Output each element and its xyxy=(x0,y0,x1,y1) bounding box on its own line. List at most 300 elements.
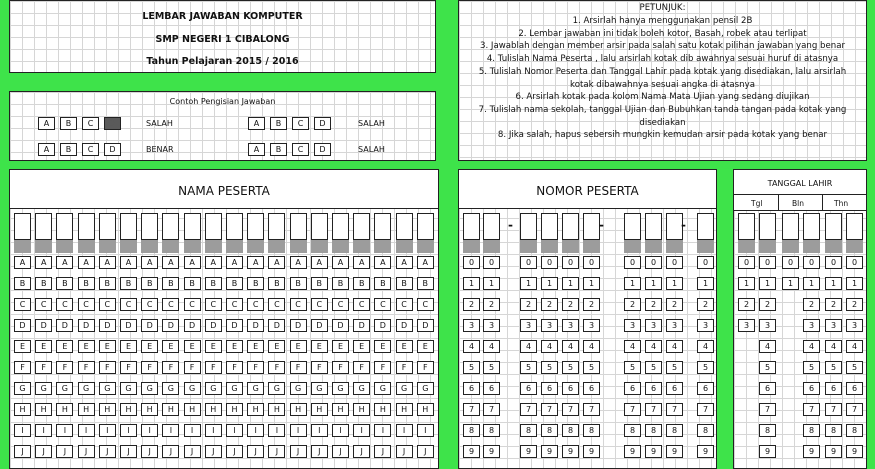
name-bubble[interactable]: C xyxy=(141,298,158,311)
name-bubble[interactable]: A xyxy=(35,256,52,269)
name-bubble[interactable]: F xyxy=(120,361,137,374)
name-write-box[interactable] xyxy=(184,213,201,240)
date-bubble[interactable]: 4 xyxy=(803,340,820,353)
number-bubble[interactable]: 2 xyxy=(562,298,579,311)
number-bubble[interactable]: 5 xyxy=(645,361,662,374)
name-bubble[interactable]: H xyxy=(184,403,201,416)
name-bubble[interactable]: D xyxy=(353,319,370,332)
date-bubble[interactable]: 2 xyxy=(738,298,755,311)
number-bubble[interactable]: 1 xyxy=(562,277,579,290)
number-bubble[interactable]: 5 xyxy=(583,361,600,374)
date-bubble[interactable]: 1 xyxy=(738,277,755,290)
name-bubble[interactable]: F xyxy=(226,361,243,374)
name-bubble[interactable]: J xyxy=(162,445,179,458)
name-bubble[interactable]: G xyxy=(396,382,413,395)
date-bubble[interactable]: 1 xyxy=(782,277,799,290)
name-write-box[interactable] xyxy=(205,213,222,240)
date-bubble[interactable]: 3 xyxy=(738,319,755,332)
name-bubble[interactable]: A xyxy=(268,256,285,269)
date-bubble[interactable]: 0 xyxy=(782,256,799,269)
name-bubble[interactable]: J xyxy=(78,445,95,458)
number-bubble[interactable]: 0 xyxy=(697,256,714,269)
date-bubble[interactable]: 9 xyxy=(759,445,776,458)
name-bubble[interactable]: A xyxy=(120,256,137,269)
number-bubble[interactable]: 3 xyxy=(697,319,714,332)
name-bubble[interactable]: I xyxy=(35,424,52,437)
name-bubble[interactable]: I xyxy=(374,424,391,437)
number-bubble[interactable]: 7 xyxy=(562,403,579,416)
number-write-box[interactable] xyxy=(624,213,641,240)
name-bubble[interactable]: D xyxy=(396,319,413,332)
name-bubble[interactable]: G xyxy=(417,382,434,395)
number-write-box[interactable] xyxy=(483,213,500,240)
name-bubble[interactable]: B xyxy=(290,277,307,290)
date-bubble[interactable]: 6 xyxy=(846,382,863,395)
name-bubble[interactable]: C xyxy=(205,298,222,311)
name-bubble[interactable]: A xyxy=(78,256,95,269)
name-bubble[interactable]: F xyxy=(184,361,201,374)
number-bubble[interactable]: 5 xyxy=(463,361,480,374)
name-bubble[interactable]: D xyxy=(247,319,264,332)
number-bubble[interactable]: 6 xyxy=(666,382,683,395)
number-bubble[interactable]: 4 xyxy=(562,340,579,353)
number-bubble[interactable]: 4 xyxy=(624,340,641,353)
name-bubble[interactable]: I xyxy=(311,424,328,437)
number-bubble[interactable]: 1 xyxy=(463,277,480,290)
number-bubble[interactable]: 5 xyxy=(483,361,500,374)
number-bubble[interactable]: 3 xyxy=(624,319,641,332)
number-bubble[interactable]: 6 xyxy=(645,382,662,395)
name-bubble[interactable]: D xyxy=(99,319,116,332)
number-bubble[interactable]: 9 xyxy=(666,445,683,458)
date-bubble[interactable]: 7 xyxy=(825,403,842,416)
name-bubble[interactable]: B xyxy=(78,277,95,290)
date-bubble[interactable]: 2 xyxy=(759,298,776,311)
name-bubble[interactable]: D xyxy=(162,319,179,332)
name-bubble[interactable]: F xyxy=(205,361,222,374)
name-bubble[interactable]: H xyxy=(226,403,243,416)
name-bubble[interactable]: G xyxy=(247,382,264,395)
name-bubble[interactable]: C xyxy=(35,298,52,311)
name-bubble[interactable]: G xyxy=(184,382,201,395)
name-bubble[interactable]: E xyxy=(14,340,31,353)
number-bubble[interactable]: 1 xyxy=(541,277,558,290)
name-bubble[interactable]: H xyxy=(374,403,391,416)
number-bubble[interactable]: 9 xyxy=(645,445,662,458)
date-bubble[interactable]: 1 xyxy=(759,277,776,290)
name-bubble[interactable]: D xyxy=(78,319,95,332)
number-write-box[interactable] xyxy=(520,213,537,240)
number-bubble[interactable]: 0 xyxy=(666,256,683,269)
number-bubble[interactable]: 6 xyxy=(562,382,579,395)
name-bubble[interactable]: B xyxy=(162,277,179,290)
name-bubble[interactable]: F xyxy=(247,361,264,374)
date-bubble[interactable]: 6 xyxy=(803,382,820,395)
date-bubble[interactable]: 3 xyxy=(803,319,820,332)
date-bubble[interactable]: 6 xyxy=(759,382,776,395)
name-bubble[interactable]: D xyxy=(35,319,52,332)
name-bubble[interactable]: H xyxy=(417,403,434,416)
name-write-box[interactable] xyxy=(120,213,137,240)
name-bubble[interactable]: G xyxy=(14,382,31,395)
number-bubble[interactable]: 9 xyxy=(562,445,579,458)
name-bubble[interactable]: I xyxy=(205,424,222,437)
number-bubble[interactable]: 6 xyxy=(697,382,714,395)
number-bubble[interactable]: 7 xyxy=(666,403,683,416)
number-bubble[interactable]: 9 xyxy=(483,445,500,458)
name-bubble[interactable]: B xyxy=(99,277,116,290)
name-write-box[interactable] xyxy=(311,213,328,240)
name-bubble[interactable]: A xyxy=(332,256,349,269)
name-bubble[interactable]: H xyxy=(353,403,370,416)
name-bubble[interactable]: A xyxy=(290,256,307,269)
number-bubble[interactable]: 8 xyxy=(463,424,480,437)
number-bubble[interactable]: 4 xyxy=(541,340,558,353)
name-write-box[interactable] xyxy=(396,213,413,240)
number-bubble[interactable]: 7 xyxy=(583,403,600,416)
name-bubble[interactable]: G xyxy=(35,382,52,395)
name-bubble[interactable]: D xyxy=(417,319,434,332)
number-bubble[interactable]: 9 xyxy=(541,445,558,458)
number-bubble[interactable]: 8 xyxy=(562,424,579,437)
name-bubble[interactable]: C xyxy=(268,298,285,311)
number-bubble[interactable]: 9 xyxy=(583,445,600,458)
name-bubble[interactable]: C xyxy=(226,298,243,311)
date-write-box[interactable] xyxy=(759,213,776,240)
number-bubble[interactable]: 8 xyxy=(483,424,500,437)
number-write-box[interactable] xyxy=(463,213,480,240)
date-bubble[interactable]: 2 xyxy=(803,298,820,311)
number-write-box[interactable] xyxy=(562,213,579,240)
name-bubble[interactable]: I xyxy=(56,424,73,437)
date-bubble[interactable]: 5 xyxy=(846,361,863,374)
name-bubble[interactable]: F xyxy=(35,361,52,374)
name-bubble[interactable]: I xyxy=(184,424,201,437)
name-bubble[interactable]: F xyxy=(56,361,73,374)
name-bubble[interactable]: J xyxy=(290,445,307,458)
number-bubble[interactable]: 4 xyxy=(666,340,683,353)
name-bubble[interactable]: B xyxy=(353,277,370,290)
number-bubble[interactable]: 3 xyxy=(562,319,579,332)
name-bubble[interactable]: C xyxy=(332,298,349,311)
name-bubble[interactable]: I xyxy=(14,424,31,437)
number-bubble[interactable]: 0 xyxy=(520,256,537,269)
number-bubble[interactable]: 3 xyxy=(541,319,558,332)
number-bubble[interactable]: 8 xyxy=(697,424,714,437)
number-write-box[interactable] xyxy=(541,213,558,240)
date-bubble[interactable]: 3 xyxy=(759,319,776,332)
name-bubble[interactable]: D xyxy=(56,319,73,332)
date-bubble[interactable]: 4 xyxy=(759,340,776,353)
date-write-box[interactable] xyxy=(803,213,820,240)
name-bubble[interactable]: F xyxy=(141,361,158,374)
date-bubble[interactable]: 5 xyxy=(825,361,842,374)
name-bubble[interactable]: H xyxy=(290,403,307,416)
name-bubble[interactable]: E xyxy=(268,340,285,353)
name-bubble[interactable]: H xyxy=(141,403,158,416)
number-bubble[interactable]: 6 xyxy=(583,382,600,395)
number-bubble[interactable]: 5 xyxy=(520,361,537,374)
number-bubble[interactable]: 8 xyxy=(666,424,683,437)
name-bubble[interactable]: C xyxy=(417,298,434,311)
number-bubble[interactable]: 7 xyxy=(520,403,537,416)
name-bubble[interactable]: I xyxy=(226,424,243,437)
date-bubble[interactable]: 4 xyxy=(846,340,863,353)
number-bubble[interactable]: 1 xyxy=(583,277,600,290)
date-write-box[interactable] xyxy=(846,213,863,240)
name-bubble[interactable]: J xyxy=(184,445,201,458)
name-bubble[interactable]: F xyxy=(332,361,349,374)
number-bubble[interactable]: 1 xyxy=(645,277,662,290)
name-write-box[interactable] xyxy=(290,213,307,240)
date-bubble[interactable]: 0 xyxy=(759,256,776,269)
name-bubble[interactable]: E xyxy=(417,340,434,353)
number-bubble[interactable]: 9 xyxy=(463,445,480,458)
name-bubble[interactable]: G xyxy=(332,382,349,395)
name-bubble[interactable]: D xyxy=(290,319,307,332)
name-bubble[interactable]: F xyxy=(396,361,413,374)
number-bubble[interactable]: 7 xyxy=(697,403,714,416)
number-bubble[interactable]: 5 xyxy=(624,361,641,374)
name-bubble[interactable]: C xyxy=(99,298,116,311)
date-bubble[interactable]: 3 xyxy=(846,319,863,332)
name-bubble[interactable]: G xyxy=(268,382,285,395)
number-bubble[interactable]: 7 xyxy=(463,403,480,416)
name-bubble[interactable]: H xyxy=(120,403,137,416)
name-bubble[interactable]: E xyxy=(353,340,370,353)
number-bubble[interactable]: 4 xyxy=(463,340,480,353)
name-bubble[interactable]: B xyxy=(268,277,285,290)
name-bubble[interactable]: B xyxy=(226,277,243,290)
date-bubble[interactable]: 0 xyxy=(846,256,863,269)
number-bubble[interactable]: 0 xyxy=(541,256,558,269)
date-write-box[interactable] xyxy=(825,213,842,240)
number-write-box[interactable] xyxy=(645,213,662,240)
name-bubble[interactable]: J xyxy=(247,445,264,458)
name-write-box[interactable] xyxy=(247,213,264,240)
name-bubble[interactable]: A xyxy=(311,256,328,269)
name-bubble[interactable]: E xyxy=(99,340,116,353)
name-bubble[interactable]: E xyxy=(184,340,201,353)
name-bubble[interactable]: B xyxy=(56,277,73,290)
name-bubble[interactable]: E xyxy=(332,340,349,353)
number-bubble[interactable]: 0 xyxy=(463,256,480,269)
number-bubble[interactable]: 3 xyxy=(463,319,480,332)
name-bubble[interactable]: B xyxy=(205,277,222,290)
date-bubble[interactable]: 6 xyxy=(825,382,842,395)
name-bubble[interactable]: A xyxy=(141,256,158,269)
number-bubble[interactable]: 4 xyxy=(520,340,537,353)
name-bubble[interactable]: B xyxy=(396,277,413,290)
name-bubble[interactable]: G xyxy=(205,382,222,395)
name-bubble[interactable]: I xyxy=(353,424,370,437)
number-bubble[interactable]: 5 xyxy=(697,361,714,374)
name-bubble[interactable]: E xyxy=(396,340,413,353)
name-bubble[interactable]: A xyxy=(353,256,370,269)
name-bubble[interactable]: A xyxy=(56,256,73,269)
name-bubble[interactable]: H xyxy=(247,403,264,416)
name-bubble[interactable]: D xyxy=(311,319,328,332)
number-bubble[interactable]: 1 xyxy=(520,277,537,290)
number-bubble[interactable]: 4 xyxy=(483,340,500,353)
name-bubble[interactable]: C xyxy=(162,298,179,311)
name-bubble[interactable]: G xyxy=(78,382,95,395)
name-bubble[interactable]: G xyxy=(99,382,116,395)
number-bubble[interactable]: 8 xyxy=(541,424,558,437)
name-bubble[interactable]: D xyxy=(226,319,243,332)
date-bubble[interactable]: 2 xyxy=(846,298,863,311)
name-bubble[interactable]: B xyxy=(14,277,31,290)
name-bubble[interactable]: B xyxy=(332,277,349,290)
date-bubble[interactable]: 5 xyxy=(803,361,820,374)
name-bubble[interactable]: F xyxy=(162,361,179,374)
name-bubble[interactable]: J xyxy=(35,445,52,458)
name-bubble[interactable]: E xyxy=(226,340,243,353)
name-bubble[interactable]: G xyxy=(226,382,243,395)
name-bubble[interactable]: I xyxy=(78,424,95,437)
name-bubble[interactable]: E xyxy=(78,340,95,353)
number-bubble[interactable]: 3 xyxy=(520,319,537,332)
name-write-box[interactable] xyxy=(78,213,95,240)
number-bubble[interactable]: 0 xyxy=(562,256,579,269)
date-write-box[interactable] xyxy=(782,213,799,240)
name-bubble[interactable]: D xyxy=(141,319,158,332)
number-bubble[interactable]: 1 xyxy=(666,277,683,290)
name-bubble[interactable]: A xyxy=(374,256,391,269)
name-bubble[interactable]: G xyxy=(56,382,73,395)
date-bubble[interactable]: 9 xyxy=(825,445,842,458)
name-bubble[interactable]: B xyxy=(35,277,52,290)
number-write-box[interactable] xyxy=(583,213,600,240)
name-bubble[interactable]: A xyxy=(162,256,179,269)
name-bubble[interactable]: D xyxy=(184,319,201,332)
name-bubble[interactable]: D xyxy=(332,319,349,332)
date-bubble[interactable]: 8 xyxy=(759,424,776,437)
name-bubble[interactable]: H xyxy=(78,403,95,416)
name-bubble[interactable]: B xyxy=(184,277,201,290)
name-bubble[interactable]: A xyxy=(396,256,413,269)
name-write-box[interactable] xyxy=(141,213,158,240)
number-bubble[interactable]: 3 xyxy=(483,319,500,332)
number-bubble[interactable]: 3 xyxy=(645,319,662,332)
name-bubble[interactable]: F xyxy=(268,361,285,374)
date-bubble[interactable]: 7 xyxy=(846,403,863,416)
name-bubble[interactable]: I xyxy=(247,424,264,437)
number-bubble[interactable]: 2 xyxy=(697,298,714,311)
name-bubble[interactable]: C xyxy=(374,298,391,311)
number-bubble[interactable]: 2 xyxy=(483,298,500,311)
date-bubble[interactable]: 7 xyxy=(803,403,820,416)
name-bubble[interactable]: G xyxy=(141,382,158,395)
name-bubble[interactable]: F xyxy=(78,361,95,374)
number-bubble[interactable]: 2 xyxy=(666,298,683,311)
number-bubble[interactable]: 7 xyxy=(624,403,641,416)
number-bubble[interactable]: 3 xyxy=(583,319,600,332)
name-bubble[interactable]: I xyxy=(417,424,434,437)
name-bubble[interactable]: C xyxy=(56,298,73,311)
name-bubble[interactable]: E xyxy=(120,340,137,353)
number-bubble[interactable]: 7 xyxy=(541,403,558,416)
number-bubble[interactable]: 2 xyxy=(520,298,537,311)
name-bubble[interactable]: F xyxy=(290,361,307,374)
number-bubble[interactable]: 0 xyxy=(583,256,600,269)
name-bubble[interactable]: H xyxy=(205,403,222,416)
number-bubble[interactable]: 5 xyxy=(562,361,579,374)
name-bubble[interactable]: C xyxy=(120,298,137,311)
name-bubble[interactable]: F xyxy=(374,361,391,374)
date-bubble[interactable]: 1 xyxy=(825,277,842,290)
name-bubble[interactable]: B xyxy=(247,277,264,290)
number-bubble[interactable]: 9 xyxy=(624,445,641,458)
date-bubble[interactable]: 0 xyxy=(825,256,842,269)
name-bubble[interactable]: D xyxy=(14,319,31,332)
name-bubble[interactable]: A xyxy=(99,256,116,269)
name-bubble[interactable]: D xyxy=(120,319,137,332)
name-bubble[interactable]: C xyxy=(353,298,370,311)
number-bubble[interactable]: 6 xyxy=(541,382,558,395)
name-bubble[interactable]: J xyxy=(268,445,285,458)
name-bubble[interactable]: G xyxy=(374,382,391,395)
name-bubble[interactable]: A xyxy=(247,256,264,269)
name-bubble[interactable]: J xyxy=(141,445,158,458)
name-bubble[interactable]: G xyxy=(353,382,370,395)
number-bubble[interactable]: 6 xyxy=(624,382,641,395)
name-bubble[interactable]: A xyxy=(184,256,201,269)
date-bubble[interactable]: 9 xyxy=(846,445,863,458)
name-bubble[interactable]: I xyxy=(99,424,116,437)
name-bubble[interactable]: B xyxy=(120,277,137,290)
name-bubble[interactable]: J xyxy=(353,445,370,458)
date-bubble[interactable]: 8 xyxy=(846,424,863,437)
name-bubble[interactable]: I xyxy=(396,424,413,437)
date-bubble[interactable]: 3 xyxy=(825,319,842,332)
name-bubble[interactable]: B xyxy=(417,277,434,290)
name-bubble[interactable]: H xyxy=(162,403,179,416)
name-bubble[interactable]: H xyxy=(396,403,413,416)
number-bubble[interactable]: 1 xyxy=(624,277,641,290)
number-bubble[interactable]: 0 xyxy=(645,256,662,269)
name-bubble[interactable]: E xyxy=(162,340,179,353)
name-bubble[interactable]: I xyxy=(162,424,179,437)
name-bubble[interactable]: E xyxy=(141,340,158,353)
name-write-box[interactable] xyxy=(99,213,116,240)
number-bubble[interactable]: 2 xyxy=(583,298,600,311)
name-bubble[interactable]: E xyxy=(35,340,52,353)
name-bubble[interactable]: F xyxy=(353,361,370,374)
name-bubble[interactable]: I xyxy=(120,424,137,437)
name-bubble[interactable]: I xyxy=(290,424,307,437)
name-bubble[interactable]: H xyxy=(332,403,349,416)
number-bubble[interactable]: 0 xyxy=(483,256,500,269)
number-bubble[interactable]: 7 xyxy=(483,403,500,416)
name-bubble[interactable]: E xyxy=(205,340,222,353)
name-bubble[interactable]: A xyxy=(14,256,31,269)
name-write-box[interactable] xyxy=(374,213,391,240)
number-bubble[interactable]: 6 xyxy=(463,382,480,395)
number-bubble[interactable]: 1 xyxy=(697,277,714,290)
number-write-box[interactable] xyxy=(697,213,714,240)
name-bubble[interactable]: A xyxy=(226,256,243,269)
name-bubble[interactable]: C xyxy=(311,298,328,311)
name-bubble[interactable]: E xyxy=(56,340,73,353)
number-bubble[interactable]: 0 xyxy=(624,256,641,269)
name-write-box[interactable] xyxy=(35,213,52,240)
name-write-box[interactable] xyxy=(226,213,243,240)
date-bubble[interactable]: 2 xyxy=(825,298,842,311)
date-bubble[interactable]: 0 xyxy=(738,256,755,269)
name-bubble[interactable]: J xyxy=(99,445,116,458)
number-bubble[interactable]: 2 xyxy=(645,298,662,311)
